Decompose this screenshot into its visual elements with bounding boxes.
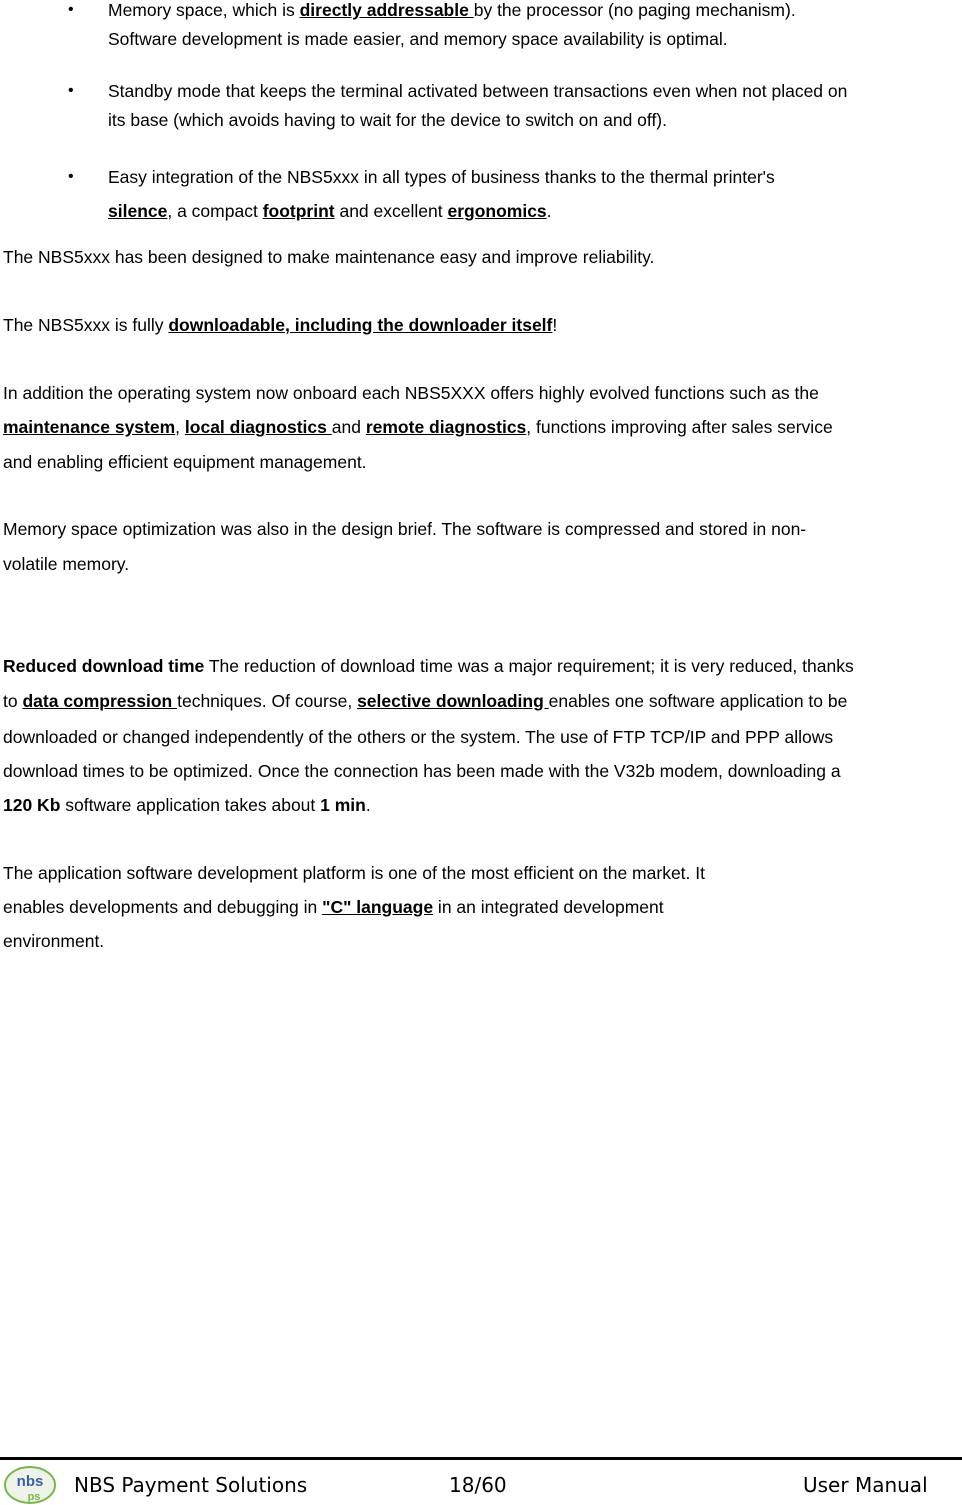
para-platform-line-1: The application software development platform is one of the most efficient on the market. It bbox=[3, 863, 705, 883]
bullet-3-line-1: Easy integration of the NBS5xxx in all types of business thanks to the thermal printer's bbox=[108, 167, 775, 187]
page-footer bbox=[0, 1462, 962, 1505]
term-data-compression: data compression bbox=[22, 691, 178, 711]
term-footprint: footprint bbox=[262, 201, 335, 221]
para-reduced-line-5: 120 Kb software application takes about 1 min. bbox=[3, 795, 371, 815]
para-maintenance: The NBS5xxx has been designed to make maintenance easy and improve reliability. bbox=[3, 247, 655, 267]
term-maintenance-system: maintenance system bbox=[3, 417, 176, 437]
para-reduced-line-3: downloaded or changed independently of the others or the system. The use of FTP TCP/IP and PPP allows bbox=[3, 727, 834, 747]
footer-doc-title: User Manual bbox=[803, 1473, 928, 1497]
bullet-icon: • bbox=[68, 82, 74, 99]
bullet-1-line-1: Memory space, which is directly addressable by the processor (no paging mechanism). bbox=[108, 0, 796, 20]
term-ergonomics: ergonomics bbox=[447, 201, 547, 221]
term-directly-addressable: directly addressable bbox=[299, 0, 474, 20]
bullet-1-line-2: Software development is made easier, and memory space availability is optimal. bbox=[108, 29, 728, 49]
para-reduced-line-2: to data compression techniques. Of course, selective downloading enables one software application to be bbox=[3, 691, 848, 711]
bullet-2-line-2: its base (which avoids having to wait for the device to switch on and off). bbox=[108, 110, 668, 130]
term-downloadable: downloadable, including the downloader itself bbox=[168, 315, 553, 335]
para-reduced-line-1: Reduced download time The reduction of download time was a major requirement; it is very reduced, thanks bbox=[3, 656, 854, 676]
term-selective-downloading: selective downloading bbox=[357, 691, 549, 711]
footer-company: NBS Payment Solutions bbox=[74, 1473, 308, 1497]
para-memory-line-1: Memory space optimization was also in the design brief. The software is compressed and stored in non- bbox=[3, 519, 807, 539]
bullet-icon: • bbox=[68, 168, 74, 185]
para-os-line-2: maintenance system, local diagnostics and remote diagnostics, functions improving after sales service bbox=[3, 417, 833, 437]
term-local-diagnostics: local diagnostics bbox=[184, 417, 332, 437]
heading-reduced-download-time: Reduced download time bbox=[3, 656, 205, 676]
para-platform-line-3: environment. bbox=[3, 931, 105, 951]
bullet-icon: • bbox=[68, 1, 74, 18]
para-os-line-1: In addition the operating system now onboard each NBS5XXX offers highly evolved functions such as the bbox=[3, 383, 819, 403]
para-reduced-line-4: download times to be optimized. Once the connection has been made with the V32b modem, downloading a bbox=[3, 761, 841, 781]
svg-text:nbs: nbs bbox=[16, 1473, 44, 1490]
para-memory-line-2: volatile memory. bbox=[3, 554, 130, 574]
para-os-line-3: and enabling efficient equipment management. bbox=[3, 452, 367, 472]
para-download: The NBS5xxx is fully downloadable, including the downloader itself! bbox=[3, 315, 558, 335]
term-remote-diagnostics: remote diagnostics bbox=[365, 417, 527, 437]
bullet-2-line-1: Standby mode that keeps the terminal activated between transactions even when not placed on bbox=[108, 81, 848, 101]
term-c-language: "C" language bbox=[322, 897, 434, 917]
footer-divider bbox=[0, 1457, 962, 1460]
para-platform-line-2: enables developments and debugging in "C" language in an integrated development bbox=[3, 897, 664, 917]
nbs-logo-icon bbox=[4, 1465, 56, 1505]
bullet-3-line-2: silence, a compact footprint and excellent ergonomics. bbox=[108, 201, 552, 221]
footer-page-number: 18/60 bbox=[449, 1473, 507, 1497]
term-silence: silence bbox=[108, 201, 168, 221]
svg-text:ps: ps bbox=[27, 1491, 41, 1503]
